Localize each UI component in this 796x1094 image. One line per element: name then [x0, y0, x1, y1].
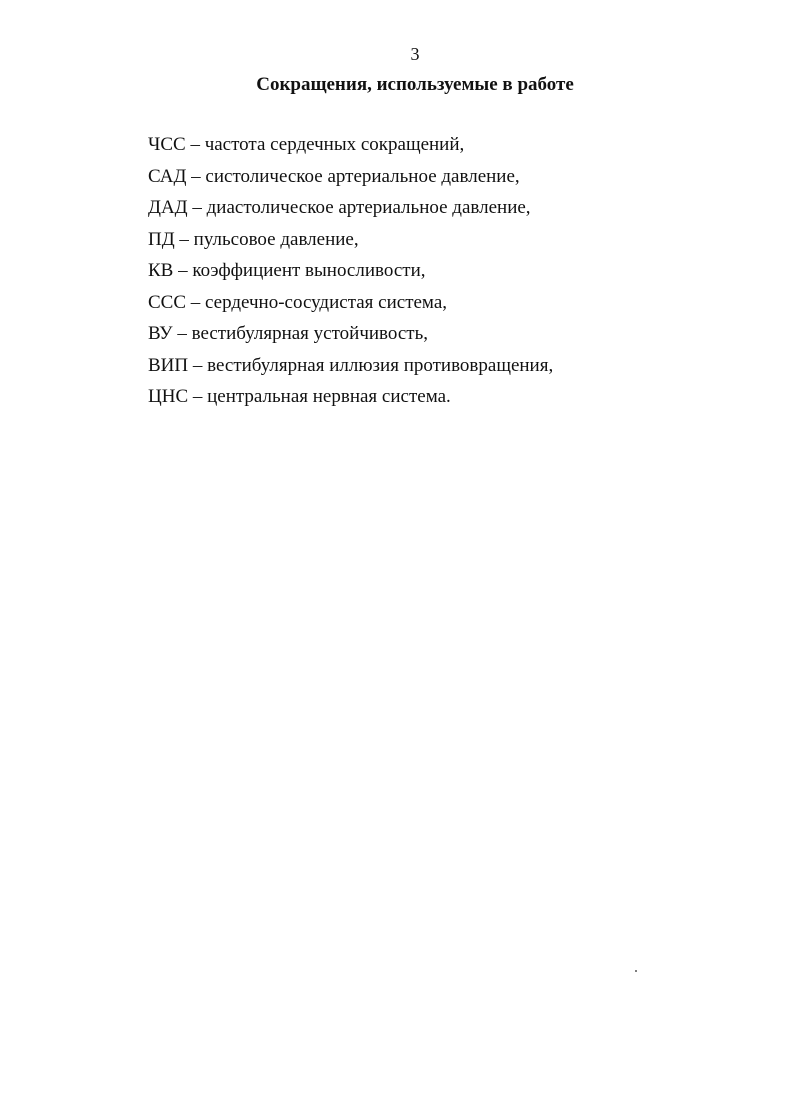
- abbreviation-item: ВУ – вестибулярная устойчивость,: [148, 323, 429, 344]
- abbreviation-item: ДАД – диастолическое артериальное давление,: [148, 197, 531, 218]
- abbreviation-item: ЧСС – частота сердечных сокращений,: [148, 134, 465, 155]
- abbreviation-item: ЦНС – центральная нервная система.: [148, 386, 451, 407]
- abbreviation-item: ПД – пульсовое давление,: [148, 228, 359, 250]
- page-title: Сокращения, используемые в работе: [256, 74, 574, 95]
- page-number: 3: [410, 44, 420, 64]
- abbreviation-list: [148, 134, 553, 418]
- abbreviation-item: ВИП – вестибулярная иллюзия противовращения,: [148, 354, 554, 376]
- scan-dot-mark: [635, 970, 637, 972]
- abbreviation-item: САД – систолическое артериальное давление,: [148, 165, 520, 187]
- abbreviation-item: ССС – сердечно-сосудистая система,: [148, 291, 448, 313]
- abbreviation-item: КВ – коэффициент выносливости,: [148, 260, 426, 281]
